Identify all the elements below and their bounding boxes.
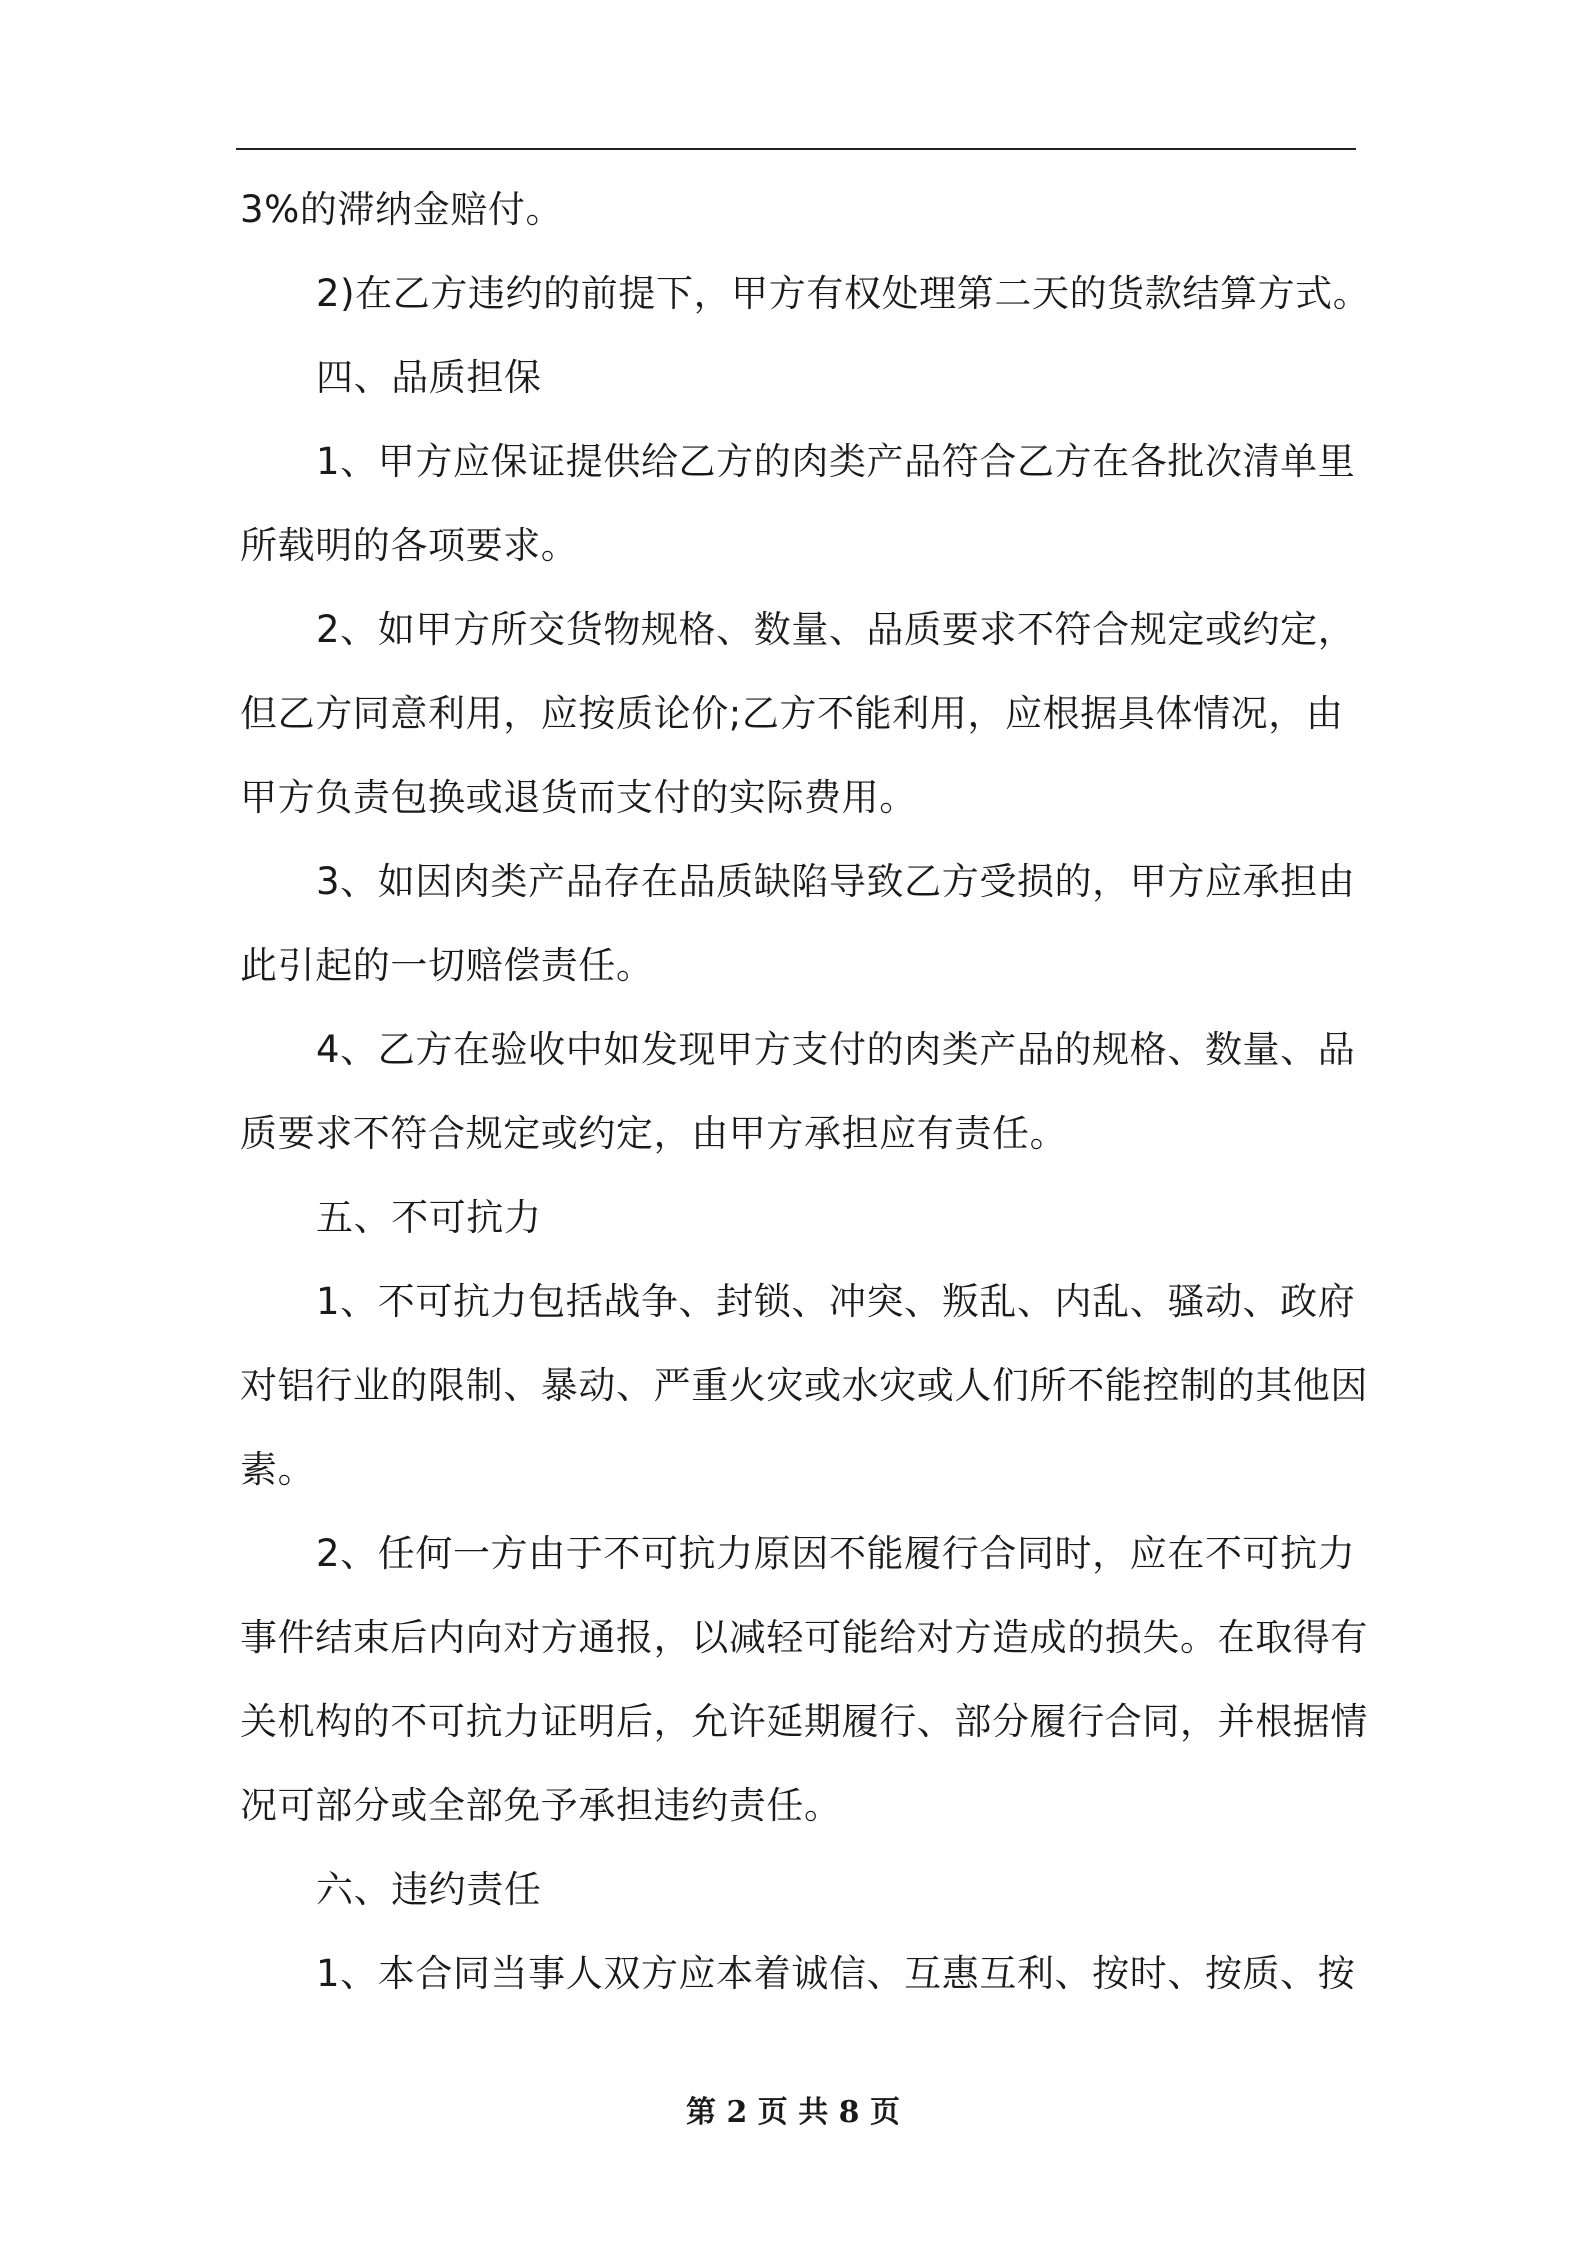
section-heading: 五、不可抗力 [316, 1196, 542, 1239]
header-rule [236, 148, 1356, 150]
text-line: 4、乙方在验收中如发现甲方支付的肉类产品的规格、数量、品 [316, 1028, 1356, 1071]
text-line: 2、如甲方所交货物规格、数量、品质要求不符合规定或约定， [316, 608, 1356, 651]
page-number: 第 2 页 共 8 页 [686, 2095, 900, 2130]
text-line: 3、如因肉类产品存在品质缺陷导致乙方受损的，甲方应承担由 [316, 860, 1356, 903]
text-line: 事件结束后内向对方通报，以减轻可能给对方造成的损失。在取得有 [240, 1616, 1368, 1659]
text-line: 2、任何一方由于不可抗力原因不能履行合同时，应在不可抗力 [316, 1532, 1356, 1575]
text-line: 况可部分或全部免予承担违约责任。 [240, 1784, 842, 1827]
text-line: 1、甲方应保证提供给乙方的肉类产品符合乙方在各批次清单里 [316, 440, 1356, 483]
text-line: 1、本合同当事人双方应本着诚信、互惠互利、按时、按质、按 [316, 1952, 1356, 1995]
text-line: 1、不可抗力包括战争、封锁、冲突、叛乱、内乱、骚动、政府 [316, 1280, 1356, 1323]
text-line: 素。 [240, 1448, 316, 1491]
text-line: 质要求不符合规定或约定，由甲方承担应有责任。 [240, 1112, 1068, 1155]
section-heading: 六、违约责任 [316, 1868, 542, 1911]
text-line: 此引起的一切赔偿责任。 [240, 944, 654, 987]
text-line: 对铝行业的限制、暴动、严重火灾或水灾或人们所不能控制的其他因 [240, 1364, 1368, 1407]
text-line: 3%的滞纳金赔付。 [240, 188, 564, 231]
text-line: 2)在乙方违约的前提下，甲方有权处理第二天的货款结算方式。 [316, 272, 1371, 315]
text-line: 所载明的各项要求。 [240, 524, 579, 567]
text-line: 甲方负责包换或退货而支付的实际费用。 [240, 776, 917, 819]
section-heading: 四、品质担保 [316, 356, 542, 399]
text-line: 但乙方同意利用，应按质论价;乙方不能利用，应根据具体情况，由 [240, 692, 1344, 735]
text-line: 关机构的不可抗力证明后，允许延期履行、部分履行合同，并根据情 [240, 1700, 1368, 1743]
